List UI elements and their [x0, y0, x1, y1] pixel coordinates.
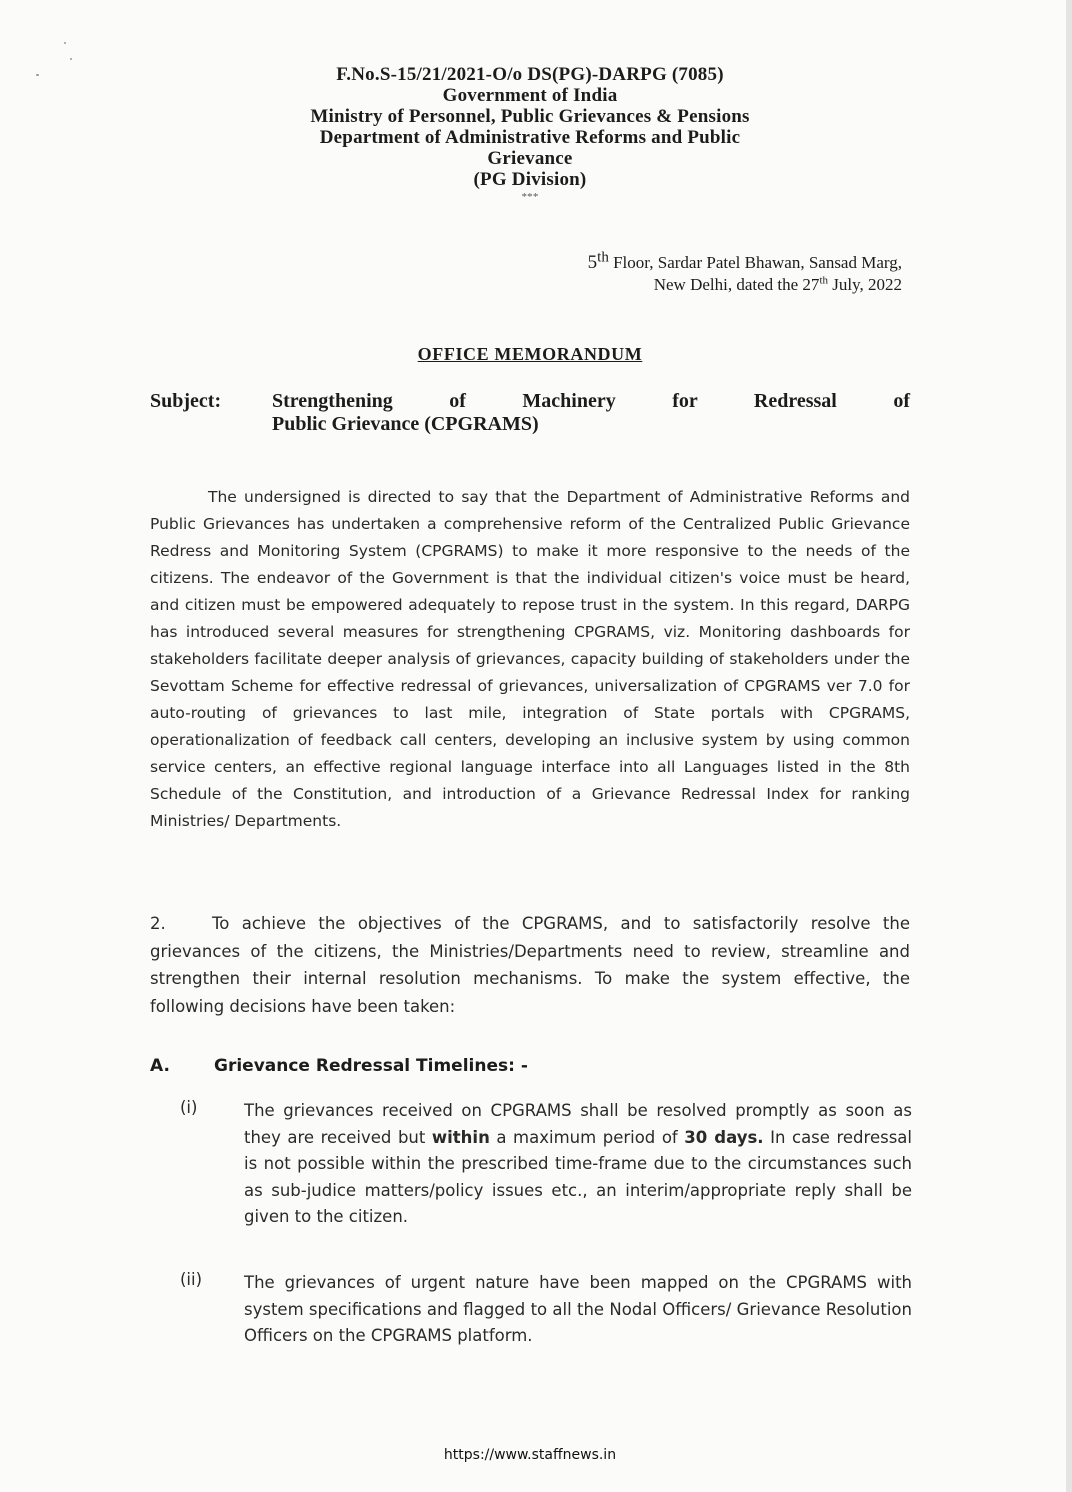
address-line2	[588, 274, 902, 296]
item-numeral: (ii)	[180, 1270, 203, 1289]
memo-title: OFFICE MEMORANDUM	[417, 344, 643, 364]
office-address	[587, 249, 902, 296]
item-bold-text: 30 days.	[684, 1127, 764, 1147]
section-title: Grievance Redressal Timelines: -	[214, 1056, 528, 1076]
floor-suffix: th	[597, 249, 609, 266]
government-name: Government of India	[442, 85, 618, 106]
paragraph-2-text: To achieve the objectives of the CPGRAMS, and to satisfactorily resolve the grievances of the citizens, the Ministries/Departments need to review, streamline and strengthen their internal resolution mechanisms. To make the system effective, the following decisions have been taken:	[150, 914, 910, 1016]
date-prefix: New Delhi, dated the 27	[653, 275, 820, 294]
item-text	[244, 1098, 912, 1231]
subject-label: Subject:	[150, 390, 222, 412]
address-line1-text: Floor, Sardar Patel Bhawan, Sansad Marg,	[608, 253, 902, 272]
paragraph-2	[150, 910, 910, 1020]
item-text-part: In case redressal is not possible within the prescribed time-frame due to the circumstances such as sub-judice matters/policy issues etc., an interim/appropriate reply shall be given to the citizen.	[244, 1127, 912, 1226]
footer-url[interactable]: https://www.staffnews.in	[443, 1447, 617, 1463]
subject-line2: Public Grievance (CPGRAMS)	[272, 413, 539, 435]
file-number: F.No.S-15/21/2021-O/o DS(PG)-DARPG (7085)	[336, 64, 724, 85]
item-text-part: a maximum period of	[489, 1127, 685, 1147]
subject-line1: Strengthening of Machinery for Redressal of	[272, 390, 910, 412]
scan-speck	[70, 58, 72, 60]
floor-number: 5	[587, 252, 598, 273]
separator-stars: ***	[521, 191, 539, 203]
paragraph-1: The undersigned is directed to say that the Department of Administrative Reforms and Public Grievances has undertaken a comprehensive reform of the Centralized Public Grievance Redress and Monitoring System (CPGRAMS) to make it more responsive to the needs of the citizens. The endeavor of the Government is that the individual citizen's voice must be heard, and citizen must be empowered adequately to repose trust in the system. In this regard, DARPG has introduced several measures for strengthening CPGRAMS, viz. Monitoring dashboards for stakeholders facilitate deeper analysis of grievances, capacity building of stakeholders under the Sevottam Scheme for effective redressal of grievances, universalization of CPGRAMS ver 7.0 for auto-routing of grievances to last mile, integration of State portals with CPGRAMS, operationalization of feedback call centers, developing an inclusive system by using common service centers, an effective regional language interface into all Languages listed in the 8th Schedule of the Constitution, and introduction of a Grievance Redressal Index for ranking Ministries/ Departments.	[150, 488, 910, 830]
item-numeral: (i)	[180, 1098, 198, 1117]
scan-speck	[36, 74, 39, 76]
division-name: (PG Division)	[473, 169, 587, 190]
date-text: July, 2022	[828, 275, 902, 294]
ministry-name: Ministry of Personnel, Public Grievances & Pensions	[310, 106, 750, 127]
item-text-part: The grievances received on CPGRAMS shall be resolved promptly as soon as they are received but	[244, 1101, 912, 1147]
item-bold-text: within	[431, 1127, 490, 1147]
department-name-line1: Department of Administrative Reforms and Public	[319, 127, 741, 148]
date-suffix: th	[819, 274, 828, 287]
department-name-line2: Grievance	[487, 148, 573, 169]
section-heading	[150, 1056, 528, 1076]
item-text: The grievances of urgent nature have been mapped on the CPGRAMS with system specifications and flagged to all the Nodal Officers/ Grievance Resolution Officers on the CPGRAMS platform.	[244, 1273, 912, 1345]
scan-speck	[64, 42, 66, 44]
paragraph-number: 2.	[150, 914, 166, 933]
section-letter: A.	[150, 1056, 170, 1076]
address-line1	[587, 249, 902, 274]
letterhead	[190, 64, 870, 203]
